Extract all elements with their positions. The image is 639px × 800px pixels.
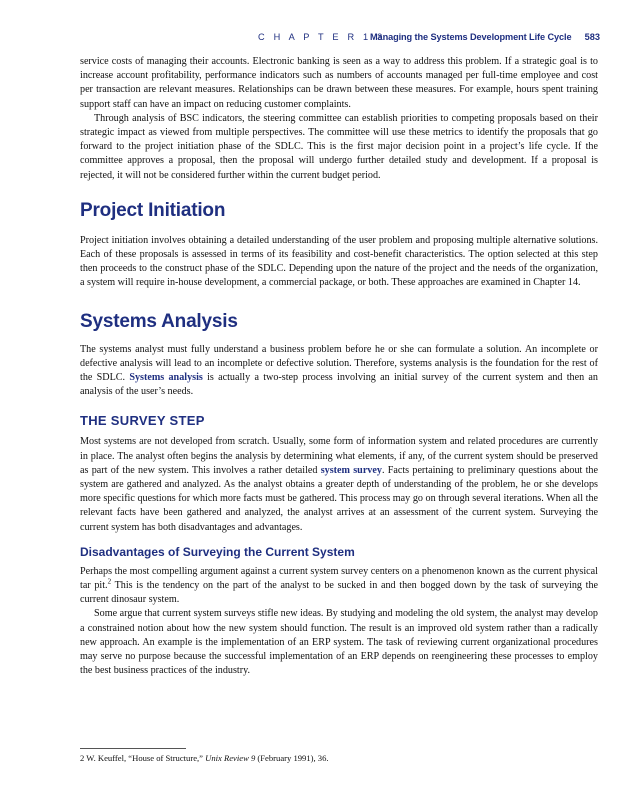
intro-paragraph-2: Through analysis of BSC indicators, the steering committee can establish priorities to competing proposals based on their strategic impact as viewed from multiple perspectives. The committee will use these metrics to identify the proposals that go forward to the project initiation phase of the SDLC. This is the first major decision point in a project’s life cycle. If the committee approves a proposal, then the proposal will undergo further detailed study and development. If a proposal is rejected, it will not be considered further within the current budget period. [80,112,598,181]
heading-survey-step: THE SURVEY STEP [80,413,205,429]
chapter-label: C H A P T E R 1 3 [258,32,386,42]
heading-disadvantages: Disadvantages of Surveying the Current System [80,544,355,559]
systems-analysis-paragraph: The systems analyst must fully understand a business problem before he or she can formulate a solution. An incomplete or defective analysis will lead to an incomplete or defective solution. Therefore, systems analysis is the foundation for the rest of the SDLC. Systems analysis is actually a two-step process involving an initial survey of the current system and then an analysis of the user’s needs. [80,343,598,398]
project-initiation-paragraph: Project initiation involves obtaining a detailed understanding of the user problem and proposing multiple alternative solutions. Each of these proposals is assessed in terms of its feasibility and cost-benefit characteristics. The option selected at this step then proceeds to the construct phase of the SDLC. Depending upon the nature of the project and the needs of the organization, a system will require in-house development, a commercial package, or both. These approaches are examined in Chapter 14. [80,234,598,289]
page-number: 583 [584,32,600,42]
heading-systems-analysis: Systems Analysis [80,310,238,332]
running-head [80,31,600,45]
footnote-marker: 2 [107,577,112,586]
disadvantages-paragraph-2: Some argue that current system surveys stifle new ideas. By studying and modeling the old system, the analyst may develop a constrained notion about how the new system should function. The result is an improved old system rather than a radically new approach. An example is the implementation of an ERP system. The task of reviewing current organizational procedures may serve no purpose because the successful implementation of an ERP depends on reengineering these processes to employ the best business practices of the industry. [80,608,598,677]
survey-step-paragraph: Most systems are not developed from scratch. Usually, some form of information system and related procedures are currently in place. The analyst often begins the analysis by determining what elements, if any, of the current system should be preserved as part of the new system. This involves a rather detailed system survey. Facts pertaining to preliminary questions about the system are gathered and analyzed. As the analyst obtains a greater depth of understanding of the problem, he or she develops more specific questions for which more facts must be gathered. This process may go on through several iterations. When all the relevant facts have been gathered and analyzed, the analyst arrives at an assessment of the current system. Surveying the current system has both disadvantages and advantages. [80,436,598,533]
key-term-system-survey: system survey [320,464,382,476]
heading-project-initiation: Project Initiation [80,199,226,221]
disadvantages-paragraph-1: Perhaps the most compelling argument against a current system survey centers on a phenomenon known as the current physical tar pit.$^2$ This is the tendency on the part of the analyst to be sucked in and then bogged down by the task of surveying the current dinosaur system. [80,565,598,606]
body-text [80,55,598,679]
footnote-divider [80,748,186,749]
key-term-systems-analysis: Systems analysis [129,372,203,384]
footnote-source-title: Unix Review 9 [205,753,256,763]
intro-paragraph-1: service costs of managing their accounts. Electronic banking is seen as a way to address this problem. If a strategic goal is to increase account profitability, performance indicators such as numbers of accounts managed per full-time employee and cost per transaction are relevant measures. Relationships can be drawn between these measures. For example, hours spent training support staff can have an impact on reducing customer complaints. [80,56,598,110]
footnote: 2 W. Keuffel, “House of Structure,” Unix Review 9 (February 1991), 36. [80,753,329,763]
chapter-title: Managing the Systems Development Life Cycle [370,32,572,42]
